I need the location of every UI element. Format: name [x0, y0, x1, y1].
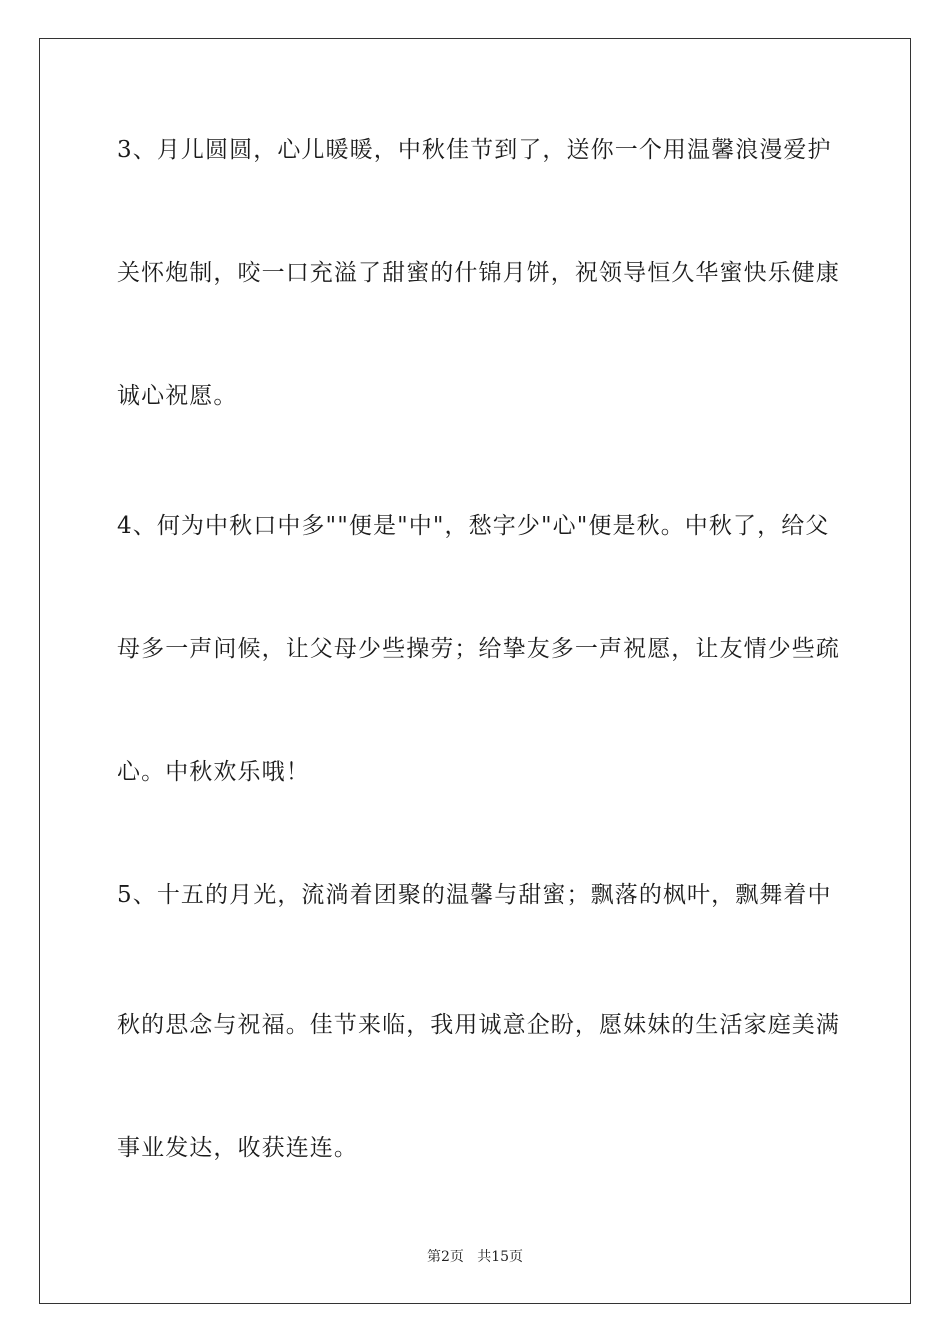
- paragraph-4-line-2: 母多一声问候，让父母少些操劳；给挚友多一声祝愿，让友情少些疏: [117, 636, 840, 662]
- paragraph-5-line-1: 5、十五的月光，流淌着团聚的温馨与甜蜜；飘落的枫叶，飘舞着中: [117, 882, 832, 908]
- paragraph-3-line-3: 诚心祝愿。: [117, 383, 238, 409]
- paragraph-5-line-2: 秋的思念与祝福。佳节来临，我用诚意企盼，愿妹妹的生活家庭美满: [117, 1012, 840, 1038]
- paragraph-3-line-1: 3、月儿圆圆，心儿暖暖，中秋佳节到了，送你一个用温馨浪漫爱护: [117, 137, 832, 163]
- page-frame: [39, 38, 911, 1304]
- paragraph-3-line-2: 关怀炮制，咬一口充溢了甜蜜的什锦月饼，祝领导恒久华蜜快乐健康: [117, 260, 840, 286]
- paragraph-4-line-3: 心。中秋欢乐哦！: [117, 759, 310, 785]
- page-number-footer: 第2页 共15页: [426, 1249, 524, 1265]
- paragraph-4-line-1: 4、何为中秋口中多""便是"中"，愁字少"心"便是秋。中秋了，给父: [117, 513, 830, 539]
- paragraph-5-line-3: 事业发达，收获连连。: [117, 1135, 358, 1161]
